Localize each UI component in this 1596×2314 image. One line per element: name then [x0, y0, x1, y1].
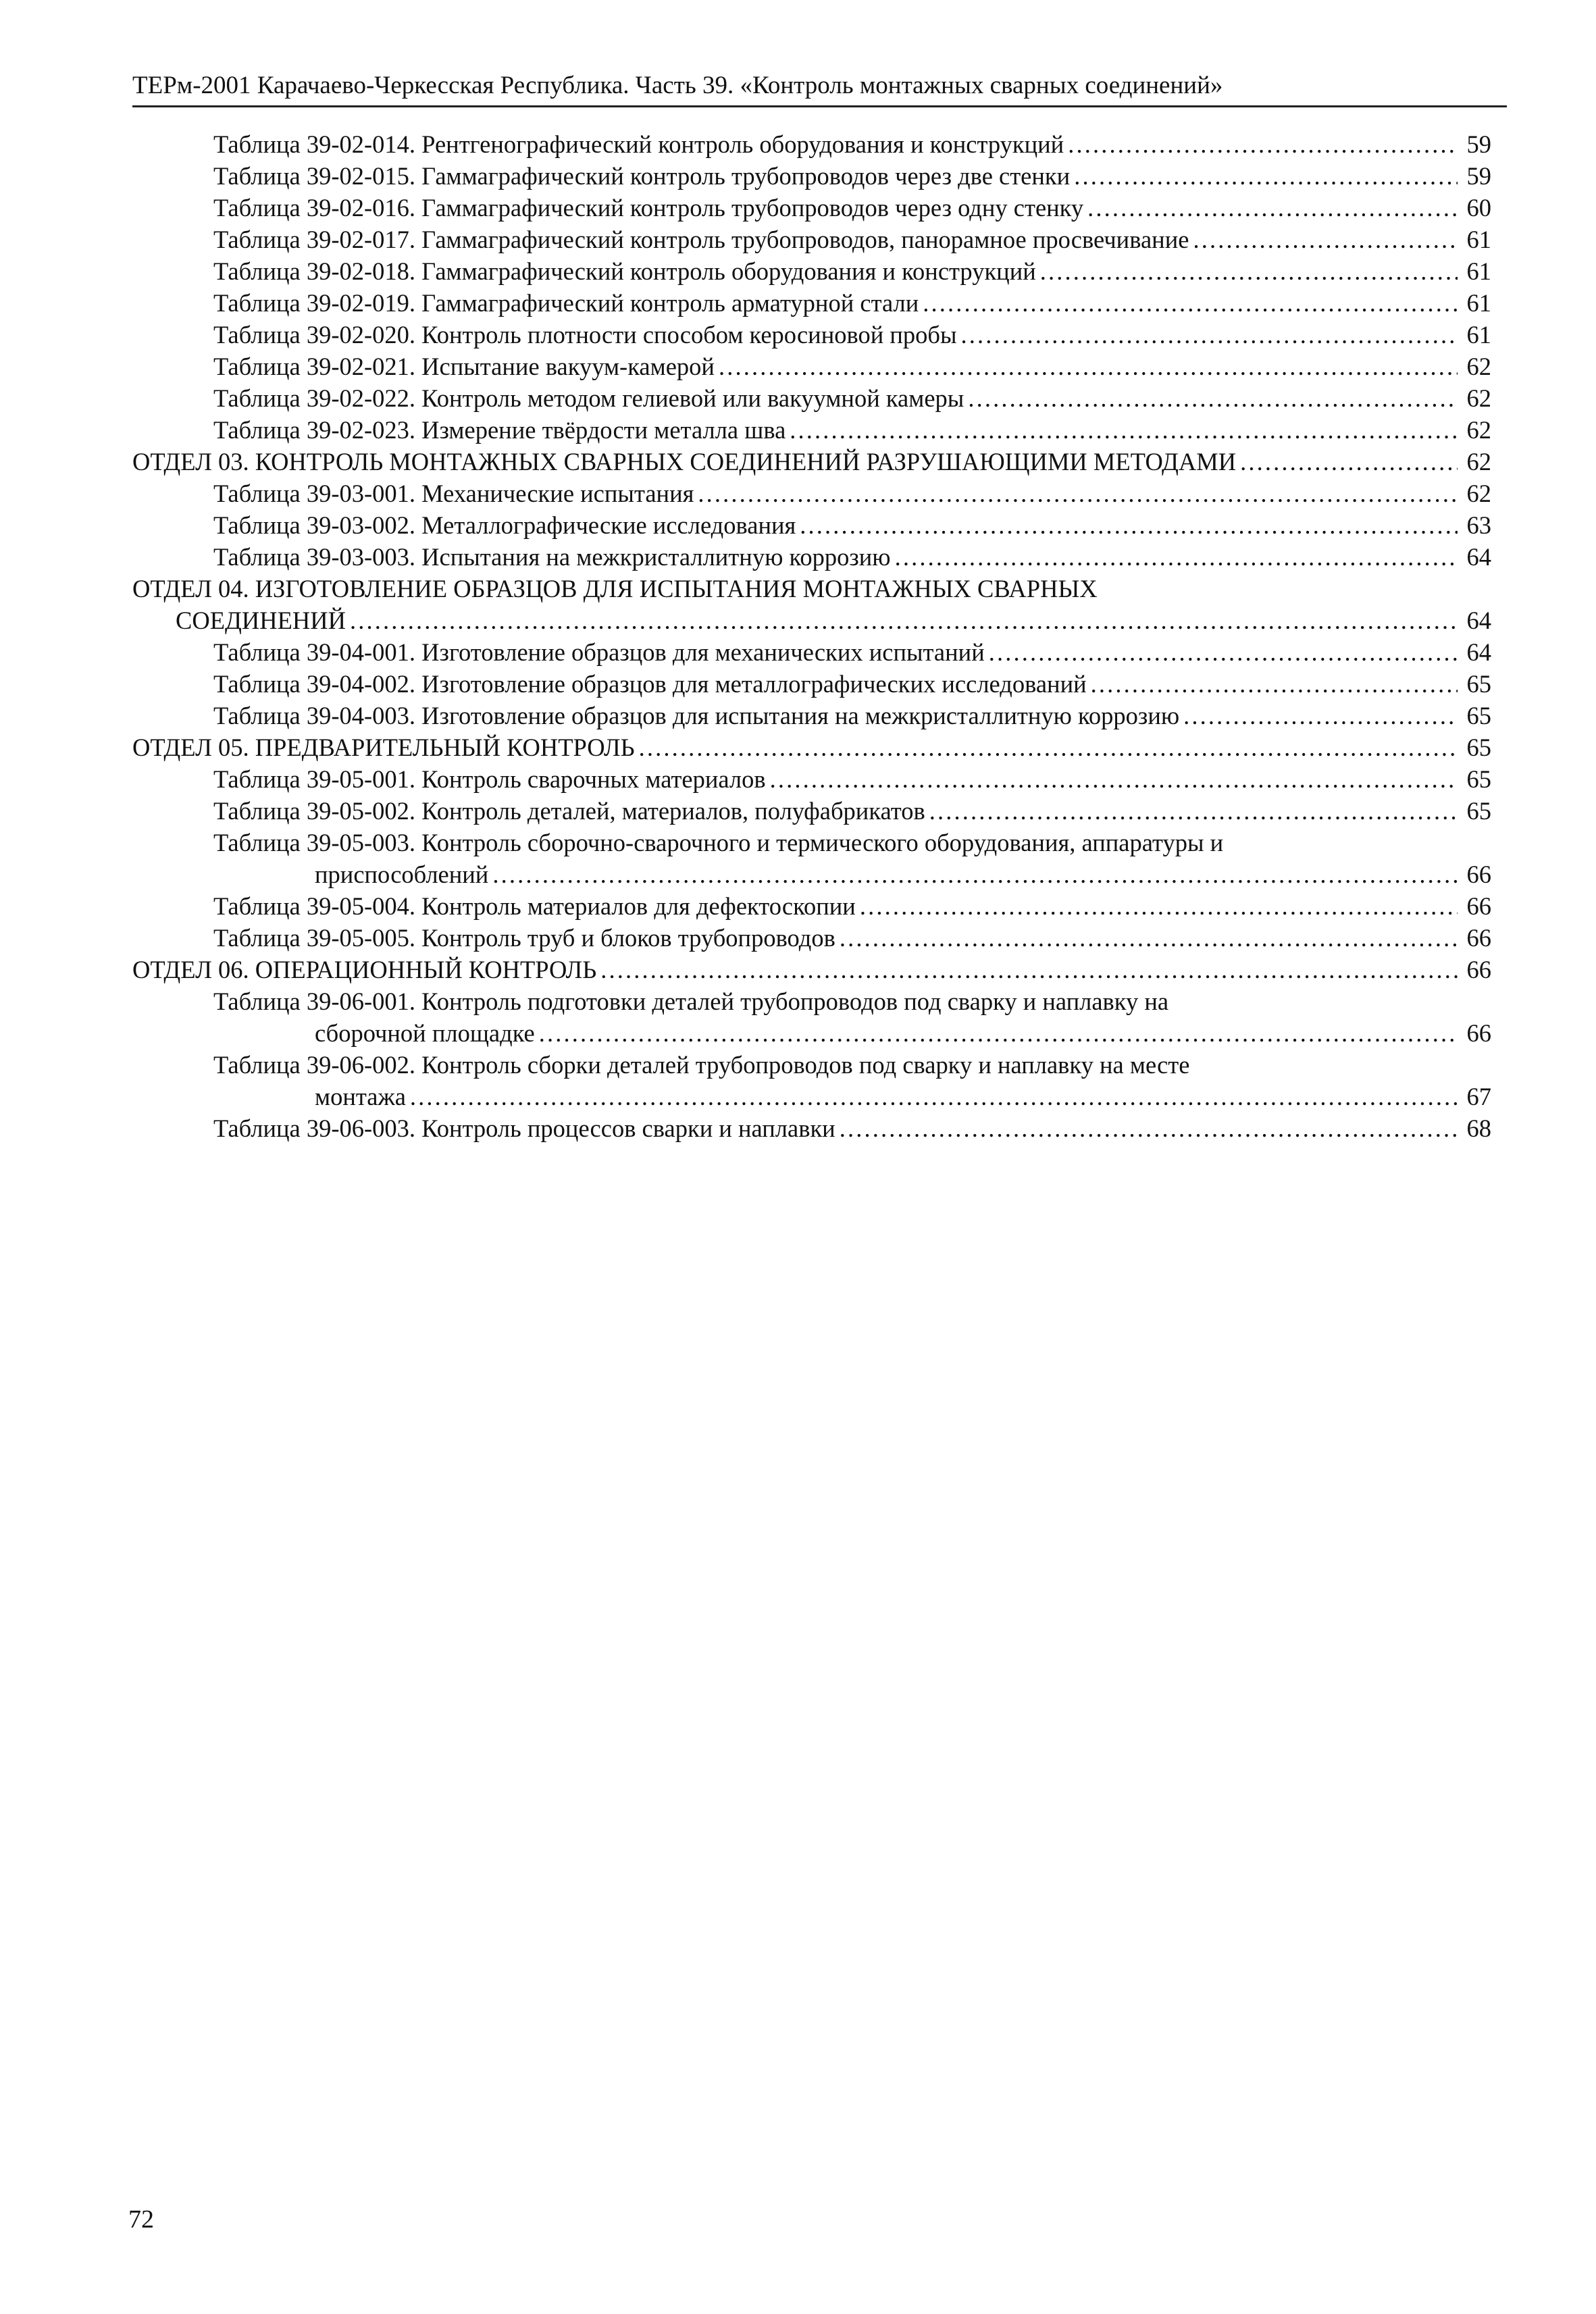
toc-table-entry [132, 700, 1491, 731]
dot-leader [1040, 255, 1458, 287]
toc-entry-title-continuation: монтажа [315, 1083, 406, 1110]
toc-table-entry [132, 224, 1491, 255]
toc-entry-title: Таблица 39-04-001. Изготовление образцов для механических испытаний [213, 638, 985, 666]
toc-entry-title: Таблица 39-05-001. Контроль сварочных материалов [213, 765, 766, 793]
toc-table-entry [132, 287, 1491, 319]
toc-page-number: 66 [1466, 892, 1491, 920]
toc-table-entry [132, 827, 1491, 890]
toc-page-number: 66 [1466, 1019, 1491, 1047]
dot-leader [539, 1017, 1458, 1049]
toc-table-entry [132, 668, 1491, 700]
toc-table-entry [132, 541, 1491, 573]
running-header: ТЕРм-2001 Карачаево-Черкесская Республика. Часть 39. «Контроль монтажных сварных соединений» [132, 72, 1223, 99]
toc-page-number: 61 [1466, 257, 1491, 285]
toc-page-number: 65 [1466, 734, 1491, 761]
toc-entry-title: Таблица 39-04-003. Изготовление образцов для испытания на межкристаллитную коррозию [213, 702, 1180, 729]
dot-leader [639, 731, 1458, 763]
toc-page-number: 60 [1466, 194, 1491, 222]
toc-table-entry [132, 160, 1491, 192]
dot-leader [800, 509, 1458, 541]
toc-table-entry [132, 382, 1491, 414]
dot-leader [1091, 668, 1458, 700]
toc-entry-title: Таблица 39-02-021. Испытание вакуум-камерой [213, 353, 715, 380]
dot-leader [719, 351, 1458, 382]
dot-leader [929, 795, 1458, 827]
dot-leader [350, 605, 1458, 636]
dot-leader [840, 1112, 1458, 1144]
toc-table-entry [132, 890, 1491, 922]
dot-leader [1240, 446, 1458, 478]
toc-page-number: 61 [1466, 321, 1491, 349]
toc-table-entry [132, 478, 1491, 509]
toc-page-number: 64 [1466, 543, 1491, 571]
toc-table-entry [132, 985, 1491, 1049]
dot-leader [923, 287, 1458, 319]
dot-leader [1068, 128, 1458, 160]
dot-leader [698, 478, 1458, 509]
toc-entry-title: Таблица 39-06-002. Контроль сборки деталей трубопроводов под сварку и наплавку на месте [213, 1051, 1190, 1079]
toc-entry-title: Таблица 39-02-018. Гаммаграфический контроль оборудования и конструкций [213, 257, 1036, 285]
dot-leader [492, 858, 1458, 890]
toc-page-number: 59 [1466, 162, 1491, 190]
toc-entry-title: Таблица 39-02-015. Гаммаграфический контроль трубопроводов через две стенки [213, 162, 1071, 190]
toc-entry-title: Таблица 39-02-020. Контроль плотности способом керосиновой пробы [213, 321, 957, 349]
dot-leader [961, 319, 1458, 351]
toc-table-entry [132, 1112, 1491, 1144]
toc-entry-title: Таблица 39-02-014. Рентгенографический контроль оборудования и конструкций [213, 130, 1064, 158]
dot-leader [989, 636, 1458, 668]
toc-entry-title: Таблица 39-03-002. Металлографические исследования [213, 511, 796, 539]
toc-page-number: 62 [1466, 384, 1491, 412]
toc-table-entry [132, 319, 1491, 351]
dot-leader [790, 414, 1458, 446]
toc-page-number: 66 [1466, 860, 1491, 888]
toc-page-number: 62 [1466, 353, 1491, 380]
toc-entry-title: Таблица 39-03-003. Испытания на межкристаллитную коррозию [213, 543, 891, 571]
dot-leader [968, 382, 1458, 414]
toc-page-number: 61 [1466, 289, 1491, 317]
dot-leader [1193, 224, 1458, 255]
toc-entry-title: Таблица 39-05-005. Контроль труб и блоков трубопроводов [213, 924, 835, 952]
toc-section-entry [132, 954, 1491, 985]
dot-leader [895, 541, 1458, 573]
dot-leader [410, 1081, 1458, 1112]
toc-entry-title: Таблица 39-02-017. Гаммаграфический контроль трубопроводов, панорамное просвечивание [213, 226, 1189, 253]
dot-leader [1087, 192, 1458, 224]
toc-table-entry [132, 255, 1491, 287]
toc-table-entry [132, 922, 1491, 954]
toc-entry-title: Таблица 39-02-022. Контроль методом гелиевой или вакуумной камеры [213, 384, 964, 412]
dot-leader [600, 954, 1458, 985]
toc-entry-title: ОТДЕЛ 03. КОНТРОЛЬ МОНТАЖНЫХ СВАРНЫХ СОЕДИНЕНИЙ РАЗРУШАЮЩИМИ МЕТОДАМИ [132, 448, 1237, 475]
toc-page-number: 61 [1466, 226, 1491, 253]
toc-entry-title: Таблица 39-02-016. Гаммаграфический контроль трубопроводов через одну стенку [213, 194, 1084, 222]
toc-table-entry [132, 509, 1491, 541]
toc-page-number: 63 [1466, 511, 1491, 539]
toc-page-number: 65 [1466, 797, 1491, 825]
toc-entry-title: Таблица 39-05-002. Контроль деталей, материалов, полуфабрикатов [213, 797, 925, 825]
page-number: 72 [128, 2205, 154, 2234]
toc-entry-title: ОТДЕЛ 06. ОПЕРАЦИОННЫЙ КОНТРОЛЬ [132, 956, 597, 983]
toc-entry-title: Таблица 39-05-004. Контроль материалов для дефектоскопии [213, 892, 856, 920]
toc-entry-title: Таблица 39-06-003. Контроль процессов сварки и наплавки [213, 1114, 835, 1142]
toc-table-entry [132, 763, 1491, 795]
dot-leader [770, 763, 1458, 795]
toc-page-number: 62 [1466, 416, 1491, 444]
toc-page-number: 62 [1466, 480, 1491, 507]
toc-table-entry [132, 128, 1491, 160]
toc-entry-title: Таблица 39-03-001. Механические испытания [213, 480, 694, 507]
dot-leader [1183, 700, 1458, 731]
toc-entry-title: Таблица 39-05-003. Контроль сборочно-сварочного и термического оборудования, аппаратуры и [213, 829, 1224, 856]
toc-table-entry [132, 795, 1491, 827]
toc-section-entry [132, 573, 1491, 636]
toc-entry-title-continuation: приспособлений [315, 860, 489, 888]
toc-table-entry [132, 351, 1491, 382]
toc-table-entry [132, 1049, 1491, 1112]
toc-page-number: 66 [1466, 956, 1491, 983]
toc-entry-title: ОТДЕЛ 04. ИЗГОТОВЛЕНИЕ ОБРАЗЦОВ ДЛЯ ИСПЫТАНИЯ МОНТАЖНЫХ СВАРНЫХ [132, 575, 1098, 602]
toc-table-entry [132, 636, 1491, 668]
toc-page-number: 66 [1466, 924, 1491, 952]
toc-entry-title-continuation: сборочной площадке [315, 1019, 535, 1047]
header-rule [132, 105, 1507, 107]
toc-page-number: 67 [1466, 1083, 1491, 1110]
toc-page-number: 65 [1466, 702, 1491, 729]
dot-leader [860, 890, 1458, 922]
toc-table-entry [132, 192, 1491, 224]
toc-entry-title: Таблица 39-06-001. Контроль подготовки деталей трубопроводов под сварку и наплавку на [213, 987, 1169, 1015]
toc-section-entry [132, 731, 1491, 763]
toc-entry-title: ОТДЕЛ 05. ПРЕДВАРИТЕЛЬНЫЙ КОНТРОЛЬ [132, 734, 635, 761]
toc-page-number: 65 [1466, 765, 1491, 793]
toc-page-number: 59 [1466, 130, 1491, 158]
toc-section-entry [132, 446, 1491, 478]
dot-leader [1074, 160, 1458, 192]
toc-entry-title-continuation: СОЕДИНЕНИЙ [176, 607, 346, 634]
toc-page-number: 62 [1466, 448, 1491, 475]
toc-page-number: 64 [1466, 607, 1491, 634]
toc-page-number: 64 [1466, 638, 1491, 666]
toc-page-number: 68 [1466, 1114, 1491, 1142]
toc-entry-title: Таблица 39-04-002. Изготовление образцов для металлографических исследований [213, 670, 1087, 698]
toc-page-number: 65 [1466, 670, 1491, 698]
toc-entry-title: Таблица 39-02-019. Гаммаграфический контроль арматурной стали [213, 289, 919, 317]
table-of-contents [132, 128, 1491, 1144]
dot-leader [840, 922, 1458, 954]
toc-entry-title: Таблица 39-02-023. Измерение твёрдости металла шва [213, 416, 786, 444]
toc-table-entry [132, 414, 1491, 446]
